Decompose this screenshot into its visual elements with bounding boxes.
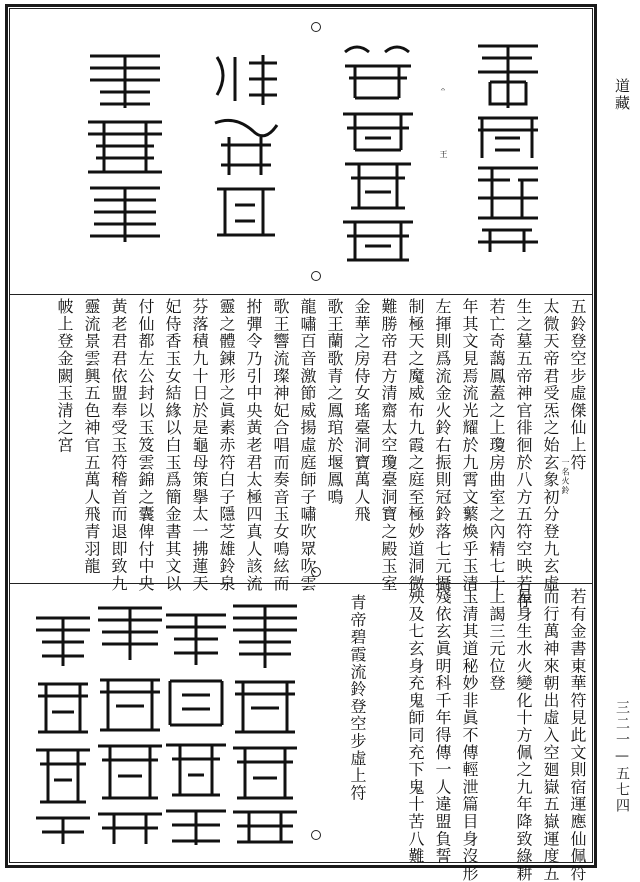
text-column: 若亡奇藹鳳蓋之上瓊房曲室之內精七十 [487,298,506,593]
talisman-seal-5 [225,598,305,848]
text-column: 五鈴登空步虛傑仙上符 [568,298,587,471]
text-column: 殘依玄眞明科千年得傳一人違盟負誓 [433,588,452,865]
text-column: 靈之體鍊形之眞素赤符白子隱芝雄鈴泉 [217,298,236,593]
binding-circle-2 [311,271,321,281]
text-column: 左揮則爲流金火鈴右振則冠鈴落七元攝 [433,298,452,593]
text-column: 上謁三元位登 [487,588,506,692]
text-column: 若有金書東華符見此文則宿運應仙佩符 [568,588,587,882]
text-column: 制極天之魔威布九霞之庭至極妙道洞微 [406,298,425,593]
binding-circle-4 [311,830,321,840]
text-column: 黃老君君依盟奉受玉符稽首而退即致九 [109,298,128,593]
bottom-text-block [330,588,587,882]
talisman-seal-7 [90,600,170,850]
divider-top [9,294,593,295]
text-column: 龍嘯百音激節威揚虛庭師子嘯吹眾吹雲 [298,298,317,593]
text-column: 靈流景雲興五色神官五萬人飛青羽龍 [82,298,101,575]
binding-circle-1 [311,22,321,32]
text-column: 殃及七玄身充鬼師同充下鬼十苦八難 [406,588,425,865]
talisman-seal-2 [335,38,420,270]
text-column: 年其文見焉流光耀於九霄文蘩煥乎玉清 [460,298,479,593]
small-mark-1: 𝄐 [439,86,448,94]
talisman-seal-1 [470,38,545,258]
text-column: 歌王蘭歌青之鳳琯於堰鳳鳴 [325,298,344,506]
text-column: 太微天帝君受炁之始玄象初分登九玄虛 [541,298,560,593]
text-column: 拊彈令乃引中央黃老君太極四真人該流 [244,298,263,593]
book-title: 道藏 [613,78,631,112]
talisman-seal-4 [80,48,170,248]
middle-text-block [40,298,587,610]
text-column: 妃侍香玉女結緣以白玉爲簡金書其文以 [163,298,182,593]
text-column: 生之墓五帝神官徘徊於八方五符空映若存 [514,298,533,610]
talisman-seal-8 [28,608,98,848]
section-heading: 青帝碧霞流鈴登空步虛上符 [348,594,367,802]
text-column: 金華之房侍女瑤臺洞寶萬人飛 [352,298,371,523]
annotation-note: 一名火鈴 [561,458,570,496]
text-column: 芬落積九十日於是龜母策擧太一拂蓮天 [190,298,209,593]
text-column: 難勝帝君方清齋太空瓊臺洞寶之殿玉室 [379,298,398,593]
small-mark-2: 王 [439,150,448,158]
text-column: 而行萬神來朝出虛入空廻嶽五嶽運度五 [541,588,560,882]
text-column: 歌王響流璨神妃合唱而奏音玉女鳴絃而 [271,298,290,593]
text-column: 星身生水火變化十方佩之九年降致綠耕 [514,588,533,882]
page-number: 三二一—五七四 [614,700,630,814]
talisman-seal-3 [205,45,285,245]
text-column: 付仙都左公封以玉笈雲錦之囊俾付中央 [136,298,155,593]
text-column: 玉清其道秘妙非眞不傳輕泄篇目身沒形 [460,588,479,882]
text-column: 帔上登金闕玉清之宮 [55,298,74,454]
